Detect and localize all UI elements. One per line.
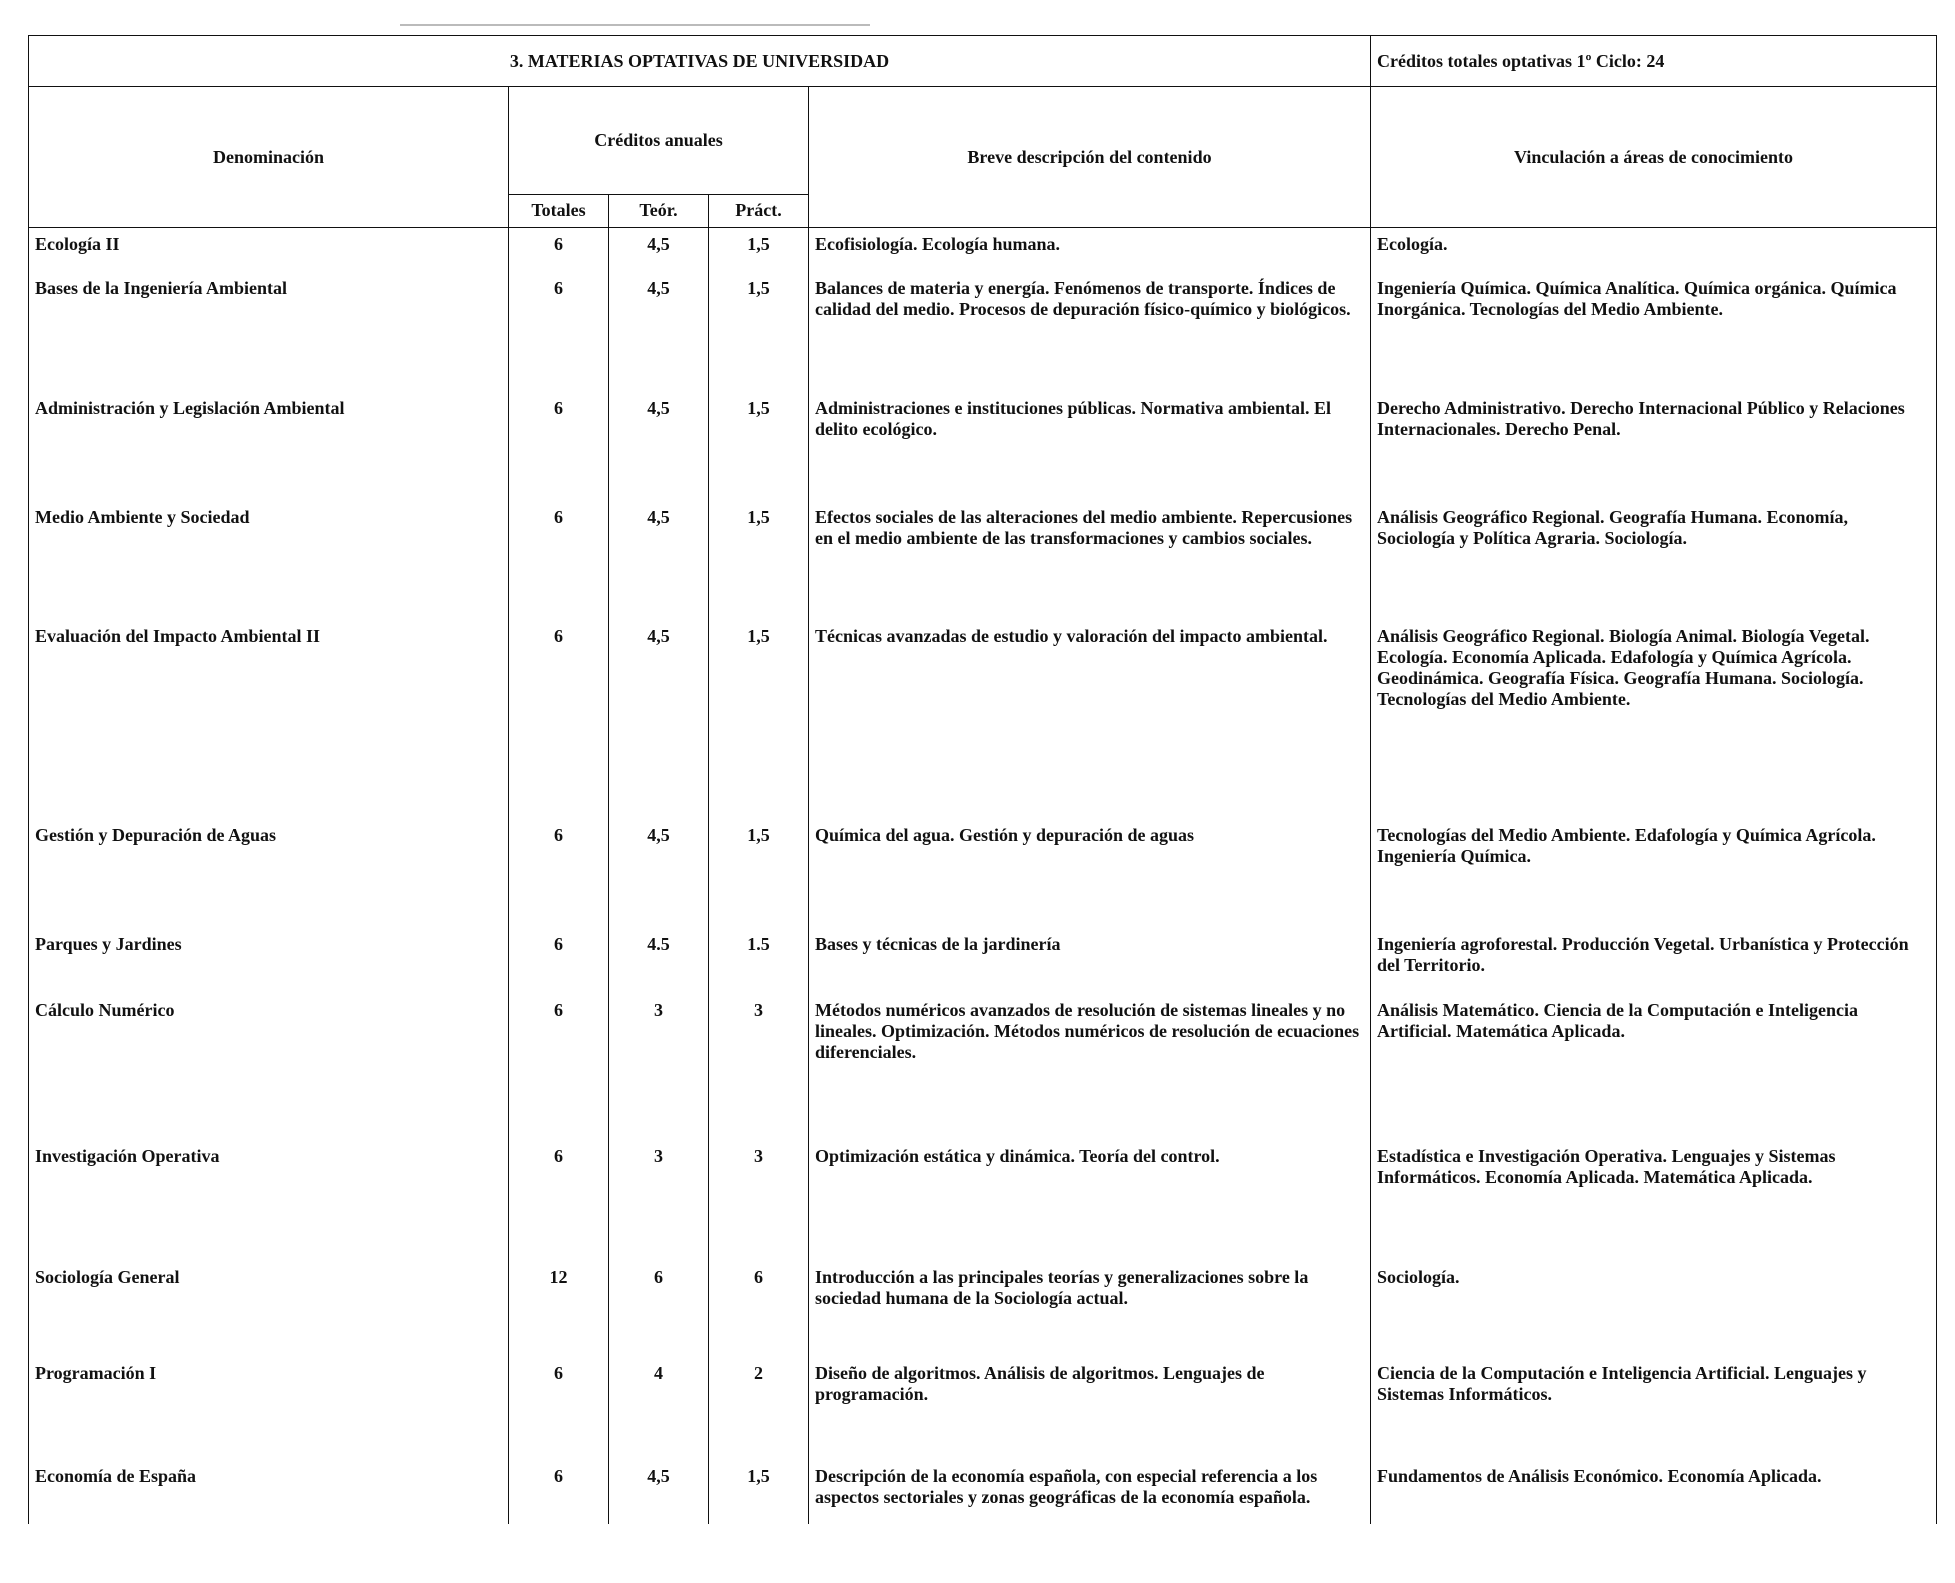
table-row (29, 1261, 1937, 1357)
credits-theory: 4,5 (609, 272, 709, 392)
knowledge-areas: Análisis Matemático. Ciencia de la Computación e Inteligencia Artificial. Matemática Aplicada. (1371, 994, 1937, 1140)
credits-theory: 4,5 (609, 620, 709, 819)
credits-total: 6 (509, 928, 609, 994)
content-description: Bases y técnicas de la jardinería (809, 928, 1371, 994)
content-description: Balances de materia y energía. Fenómenos de transporte. Índices de calidad del medio. Procesos de depuración físico-químico y biológicos. (809, 272, 1371, 392)
credits-practice: 1.5 (709, 928, 809, 994)
credits-theory: 4 (609, 1357, 709, 1460)
credits-total: 12 (509, 1261, 609, 1357)
knowledge-areas: Análisis Geográfico Regional. Geografía Humana. Economía, Sociología y Política Agraria. Sociología. (1371, 501, 1937, 620)
table-row (29, 1357, 1937, 1460)
credits-total: 6 (509, 1140, 609, 1261)
table-row (29, 228, 1937, 272)
knowledge-areas: Derecho Administrativo. Derecho Internacional Público y Relaciones Internacionales. Derecho Penal. (1371, 392, 1937, 501)
content-description: Efectos sociales de las alteraciones del medio ambiente. Repercusiones en el medio ambiente de las transformaciones y cambios sociales. (809, 501, 1371, 620)
subject-name: Gestión y Depuración de Aguas (29, 819, 509, 928)
table-row (29, 272, 1937, 392)
content-description: Optimización estática y dinámica. Teoría del control. (809, 1140, 1371, 1261)
subject-name: Bases de la Ingeniería Ambiental (29, 272, 509, 392)
content-description: Métodos numéricos avanzados de resolución de sistemas lineales y no lineales. Optimización. Métodos numéricos de resolución de ecuaciones diferenciales. (809, 994, 1371, 1140)
col-credits-header: Créditos anuales (509, 87, 809, 195)
table-row (29, 501, 1937, 620)
credits-total: 6 (509, 1460, 609, 1524)
knowledge-areas: Ecología. (1371, 228, 1937, 272)
credits-theory: 4,5 (609, 228, 709, 272)
table-row (29, 994, 1937, 1140)
credits-theory: 3 (609, 1140, 709, 1261)
table-title-row (29, 36, 1937, 87)
col-theory-header: Teór. (609, 194, 709, 227)
knowledge-areas: Ingeniería agroforestal. Producción Vegetal. Urbanística y Protección del Territorio. (1371, 928, 1937, 994)
content-description: Introducción a las principales teorías y generalizaciones sobre la sociedad humana de la Sociología actual. (809, 1261, 1371, 1357)
credits-practice: 1,5 (709, 392, 809, 501)
subject-name: Cálculo Numérico (29, 994, 509, 1140)
credits-practice: 1,5 (709, 501, 809, 620)
knowledge-areas: Estadística e Investigación Operativa. Lenguajes y Sistemas Informáticos. Economía Aplicada. Matemática Aplicada. (1371, 1140, 1937, 1261)
credits-total: 6 (509, 620, 609, 819)
content-description: Química del agua. Gestión y depuración de aguas (809, 819, 1371, 928)
table-row (29, 1140, 1937, 1261)
credits-theory: 4.5 (609, 928, 709, 994)
credits-total: 6 (509, 994, 609, 1140)
table-row (29, 928, 1937, 994)
credits-practice: 2 (709, 1357, 809, 1460)
content-description: Descripción de la economía española, con especial referencia a los aspectos sectoriales y zonas geográficas de la economía española. (809, 1460, 1371, 1524)
col-areas-header: Vinculación a áreas de conocimiento (1371, 87, 1937, 228)
subject-name: Sociología General (29, 1261, 509, 1357)
optional-subjects-table (28, 35, 1937, 1524)
knowledge-areas: Fundamentos de Análisis Económico. Economía Aplicada. (1371, 1460, 1937, 1524)
credits-practice: 1,5 (709, 228, 809, 272)
credits-practice: 6 (709, 1261, 809, 1357)
subject-name: Ecología II (29, 228, 509, 272)
content-description: Técnicas avanzadas de estudio y valoración del impacto ambiental. (809, 620, 1371, 819)
subject-name: Evaluación del Impacto Ambiental II (29, 620, 509, 819)
credits-practice: 1,5 (709, 620, 809, 819)
credits-practice: 3 (709, 994, 809, 1140)
credits-theory: 3 (609, 994, 709, 1140)
col-totals-header: Totales (509, 194, 609, 227)
total-credits-label: Créditos totales optativas 1º Ciclo: 24 (1371, 36, 1937, 87)
col-practice-header: Práct. (709, 194, 809, 227)
table-row (29, 392, 1937, 501)
credits-total: 6 (509, 501, 609, 620)
subject-name: Programación I (29, 1357, 509, 1460)
credits-practice: 3 (709, 1140, 809, 1261)
scan-artifact-line (400, 24, 870, 26)
credits-theory: 4,5 (609, 392, 709, 501)
credits-total: 6 (509, 272, 609, 392)
credits-theory: 4,5 (609, 501, 709, 620)
credits-theory: 4,5 (609, 1460, 709, 1524)
table-row (29, 1460, 1937, 1524)
knowledge-areas: Ingeniería Química. Química Analítica. Química orgánica. Química Inorgánica. Tecnologías del Medio Ambiente. (1371, 272, 1937, 392)
subject-name: Economía de España (29, 1460, 509, 1524)
knowledge-areas: Ciencia de la Computación e Inteligencia Artificial. Lenguajes y Sistemas Informáticos. (1371, 1357, 1937, 1460)
subject-name: Medio Ambiente y Sociedad (29, 501, 509, 620)
table-title: 3. MATERIAS OPTATIVAS DE UNIVERSIDAD (29, 36, 1371, 87)
subject-name: Parques y Jardines (29, 928, 509, 994)
col-description-header: Breve descripción del contenido (809, 87, 1371, 228)
credits-theory: 6 (609, 1261, 709, 1357)
knowledge-areas: Análisis Geográfico Regional. Biología Animal. Biología Vegetal. Ecología. Economía Aplicada. Edafología y Química Agrícola. Geodinámica. Geografía Física. Geografía Humana. Sociología. Tecnologías del Medio Ambiente. (1371, 620, 1937, 819)
credits-total: 6 (509, 228, 609, 272)
knowledge-areas: Sociología. (1371, 1261, 1937, 1357)
credits-practice: 1,5 (709, 819, 809, 928)
credits-practice: 1,5 (709, 1460, 809, 1524)
col-name-header: Denominación (29, 87, 509, 228)
table-row (29, 620, 1937, 819)
credits-total: 6 (509, 819, 609, 928)
subject-name: Investigación Operativa (29, 1140, 509, 1261)
content-description: Administraciones e instituciones públicas. Normativa ambiental. El delito ecológico. (809, 392, 1371, 501)
table-row (29, 819, 1937, 928)
content-description: Diseño de algoritmos. Análisis de algoritmos. Lenguajes de programación. (809, 1357, 1371, 1460)
knowledge-areas: Tecnologías del Medio Ambiente. Edafología y Química Agrícola. Ingeniería Química. (1371, 819, 1937, 928)
content-description: Ecofisiología. Ecología humana. (809, 228, 1371, 272)
credits-total: 6 (509, 1357, 609, 1460)
credits-practice: 1,5 (709, 272, 809, 392)
subject-name: Administración y Legislación Ambiental (29, 392, 509, 501)
column-header-row (29, 87, 1937, 195)
credits-total: 6 (509, 392, 609, 501)
credits-theory: 4,5 (609, 819, 709, 928)
